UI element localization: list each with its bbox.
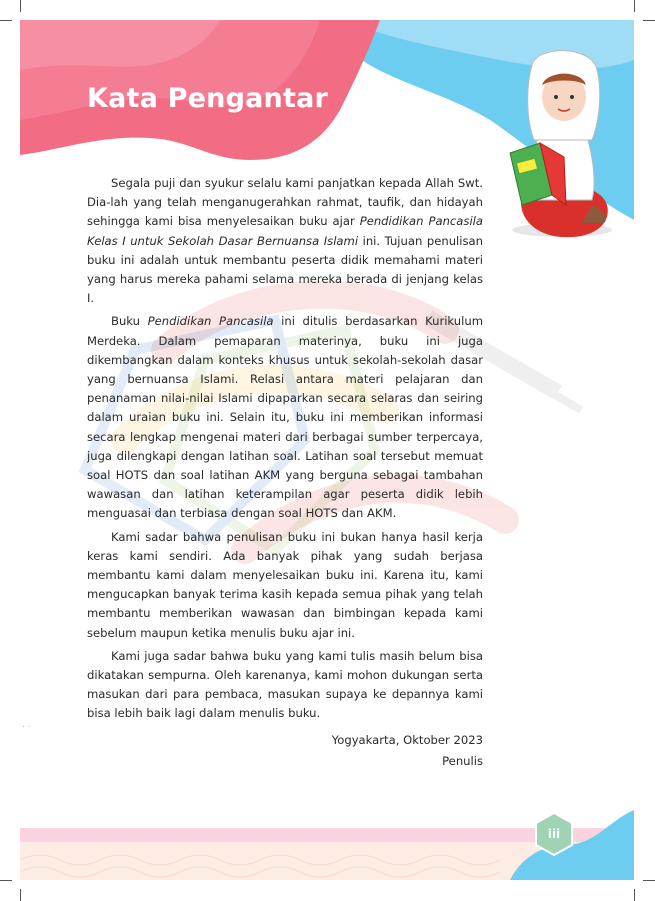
crop-mark <box>634 0 635 12</box>
book-title-italic: Pendidikan Pancasila Kelas I untuk Sekolah Dasar Bernuansa Islami <box>87 214 483 248</box>
book-title-italic: Pendidikan Pancasila <box>147 314 274 329</box>
author: Penulis <box>442 754 483 768</box>
crop-mark <box>20 0 21 12</box>
paragraph-text: ini ditulis berdasarkan Kurikulum Merdeka. Dalam pemaparan materinya, buku ini juga dikembangkan dalam konteks khusus untuk sekolah-sekolah dasar yang bernuansa Islami. Relasi antara materi pelajaran dan penanaman nilai-nilai Islami dipaparkan secara selaras dan seiring dalam uraian buku ini. Selain itu, buku ini memberikan informasi secara lengkap mengenai materi dari berbagai sumber terpercaya, juga dilengkapi dengan latihan soal. Latihan soal tersebut memuat soal HOTS dan soal latihan AKM yang berguna sebagai tambahan wawasan dan latihan keterampilan agar peserta didik lebih menguasai dan terbiasa dengan soal HOTS dan AKM. <box>87 314 483 521</box>
page-title: Kata Pengantar <box>87 83 329 114</box>
paragraph <box>87 647 483 724</box>
place-date: Yogyakarta, Oktober 2023 <box>331 733 483 747</box>
book-page <box>20 20 634 880</box>
paragraph-text: Kami sadar bahwa penulisan buku ini bukan hanya hasil kerja keras kami sendiri. Ada banyak pihak yang sudah berjasa membantu kami dalam menyelesaikan buku ini. Karena itu, kami mengucapkan banyak terima kasih kepada semua pihak yang telah membantu memberikan wawasan dan bimbingan kepada kami sebelum maupun ketika menulis buku ajar ini. <box>87 529 483 640</box>
crop-mark <box>0 880 12 881</box>
page-number: iii <box>547 827 561 841</box>
signature-block <box>270 730 483 772</box>
crop-mark <box>643 20 655 21</box>
crop-mark <box>634 889 635 901</box>
crop-mark <box>643 880 655 881</box>
paragraph <box>87 528 483 643</box>
paragraph-text: ini. Tujuan penulisan buku ini adalah untuk membantu peserta didik memahami materi yang harus mereka pahami selama mereka berada di jenjang kelas I. <box>87 233 483 306</box>
paragraph-text: Kami juga sadar bahwa buku yang kami tulis masih belum bisa dikatakan sempurna. Oleh karenanya, kami mohon dukungan serta masukan dari para pembaca, masukan supaya ke depannya kami bisa lebih baik lagi dalam menulis buku. <box>87 648 483 721</box>
crop-mark <box>20 889 21 901</box>
margin-dots: . . <box>22 720 31 730</box>
crop-mark <box>0 20 12 21</box>
body-text <box>87 174 483 728</box>
paragraph <box>87 312 483 523</box>
paragraph-text: Segala puji dan syukur selalu kami panjatkan kepada Allah Swt. Dia-lah yang telah menganugerahkan rahmat, taufik, dan hidayah sehingga kami bisa menyelesaikan buku ajar <box>87 176 483 229</box>
paragraph <box>87 174 483 308</box>
girl-reading-illustration <box>482 45 622 241</box>
paragraph-text: Buku <box>111 314 148 329</box>
